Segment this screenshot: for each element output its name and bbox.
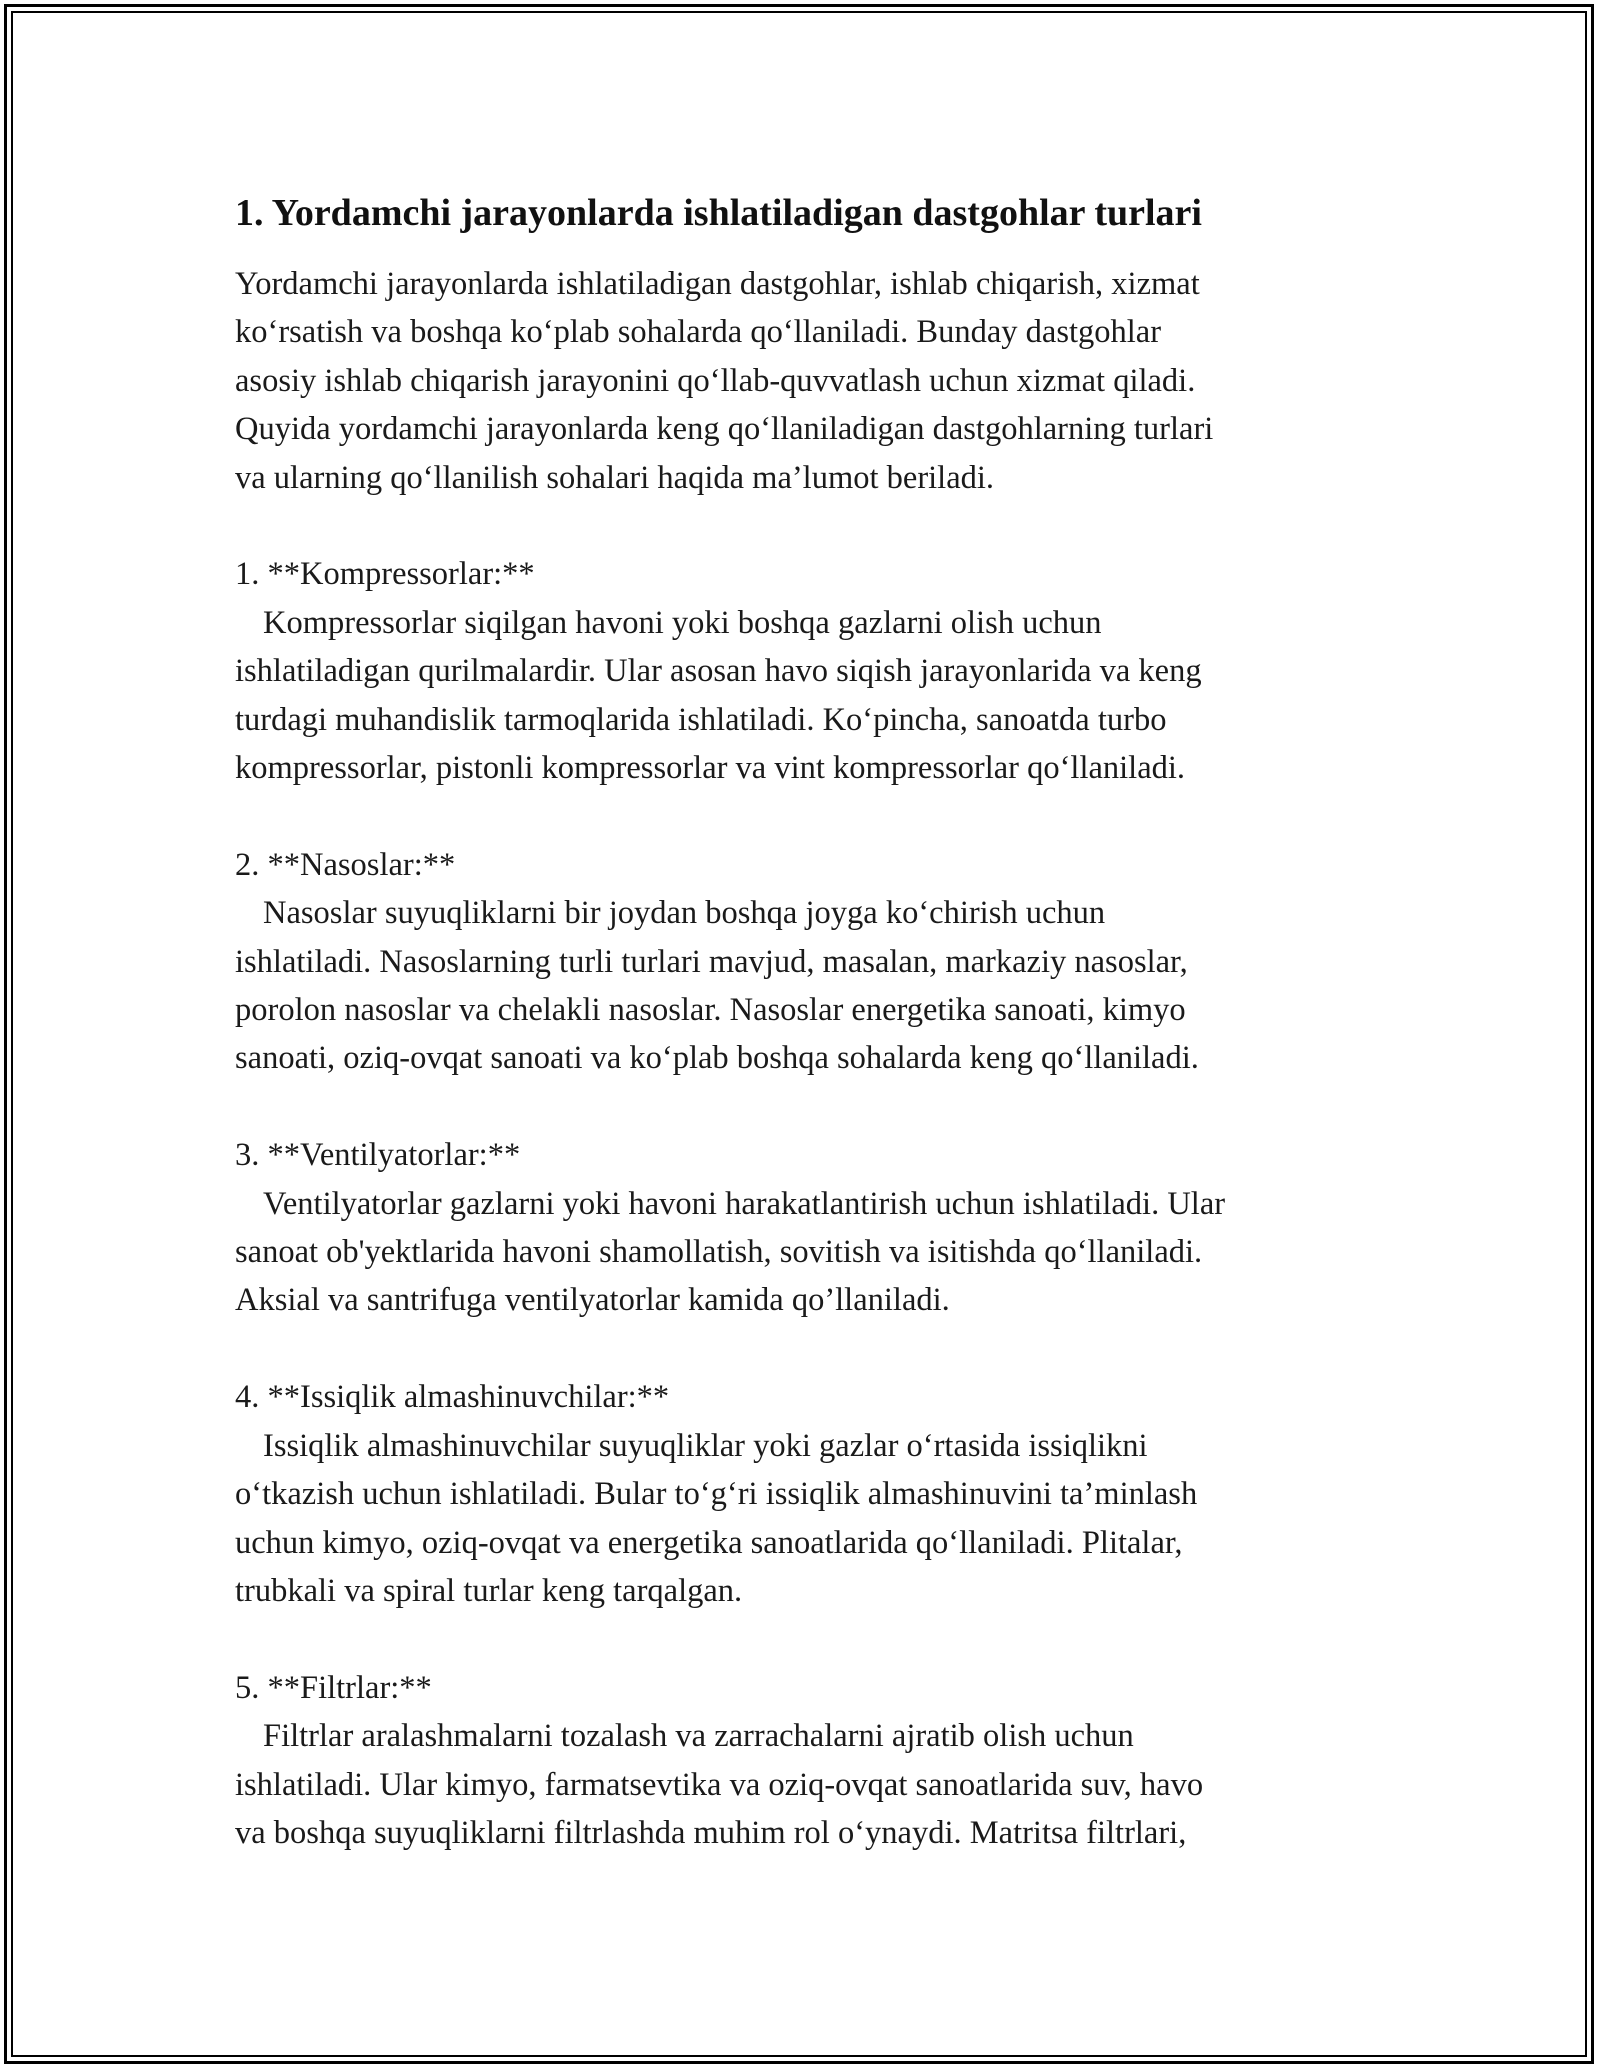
intro-line: ko‘rsatish va boshqa ko‘plab sohalarda qo‘llaniladi. Bunday dastgohlar (235, 314, 1162, 351)
paragraph-gap (235, 1615, 1375, 1663)
list-item-pumps (235, 841, 1375, 1083)
list-item-line: va boshqa suyuqliklarni filtrlashda muhim rol o‘ynaydi. Matritsa filtrlari, (235, 1814, 1187, 1851)
list-item-fans (235, 1131, 1375, 1325)
list-item-title: 2. **Nasoslar:** (235, 846, 456, 883)
intro-line: asosiy ishlab chiqarish jarayonini qo‘llab-quvvatlash uchun xizmat qiladi. (235, 362, 1196, 399)
list-item-title: 5. **Filtrlar:** (235, 1669, 432, 1706)
list-item-line: Kompressorlar siqilgan havoni yoki boshqa gazlarni olish uchun (263, 604, 1102, 641)
list-item-line: ishlatiladigan qurilmalardir. Ular asosan havo siqish jarayonlarida va keng (235, 653, 1202, 690)
list-item-line: trubkali va spiral turlar keng tarqalgan. (235, 1572, 743, 1609)
list-item-line: porolon nasoslar va chelakli nasoslar. Nasoslar energetika sanoati, kimyo (235, 992, 1186, 1029)
paragraph-gap (235, 1325, 1375, 1373)
list-item-line: sanoat ob'yektlarida havoni shamollatish, sovitish va isitishda qo‘llaniladi. (235, 1234, 1203, 1271)
list-item-compressors (235, 550, 1375, 792)
list-item-line: sanoati, oziq-ovqat sanoati va ko‘plab boshqa sohalarda keng qo‘llaniladi. (235, 1040, 1199, 1077)
list-item-line: Issiqlik almashinuvchilar suyuqliklar yoki gazlar o‘rtasida issiqlikni (263, 1427, 1148, 1464)
intro-line: va ularning qo‘llanilish sohalari haqida ma’lumot beriladi. (235, 459, 995, 496)
list-item-line: Aksial va santrifuga ventilyatorlar kamida qo’llaniladi. (235, 1282, 950, 1319)
paragraph-gap (235, 1083, 1375, 1131)
intro-line: Quyida yordamchi jarayonlarda keng qo‘llaniladigan dastgohlarning turlari (235, 411, 1214, 448)
list-item-line: uchun kimyo, oziq-ovqat va energetika sanoatlarida qo‘llaniladi. Plitalar, (235, 1524, 1183, 1561)
list-item-line: Ventilyatorlar gazlarni yoki havoni harakatlantirish uchun ishlatiladi. Ular (263, 1185, 1226, 1222)
list-item-title: 1. **Kompressorlar:** (235, 556, 535, 593)
list-item-filters (235, 1664, 1375, 1858)
list-item-title: 4. **Issiqlik almashinuvchilar:** (235, 1379, 670, 1416)
list-item-line: ishlatiladi. Ular kimyo, farmatsevtika va oziq-ovqat sanoatlarida suv, havo (235, 1766, 1204, 1803)
list-item-heat-exchangers (235, 1373, 1375, 1615)
list-item-line: o‘tkazish uchun ishlatiladi. Bular to‘g‘ri issiqlik almashinuvini ta’minlash (235, 1476, 1198, 1513)
document-body (235, 188, 1375, 1857)
list-item-line: Filtrlar aralashmalarni tozalash va zarrachalarni ajratib olish uchun (263, 1718, 1134, 1755)
list-item-title: 3. **Ventilyatorlar:** (235, 1137, 521, 1174)
paragraph-gap (235, 792, 1375, 840)
page-title: 1. Yordamchi jarayonlarda ishlatiladigan dastgohlar turlari (235, 192, 1202, 234)
list-item-line: ishlatiladi. Nasoslarning turli turlari mavjud, masalan, markaziy nasoslar, (235, 943, 1188, 980)
paragraph-gap (235, 502, 1375, 550)
list-item-line: kompressorlar, pistonli kompressorlar va vint kompressorlar qo‘llaniladi. (235, 750, 1186, 787)
list-item-line: Nasoslar suyuqliklarni bir joydan boshqa joyga ko‘chirish uchun (263, 895, 1106, 932)
intro-line: Yordamchi jarayonlarda ishlatiladigan dastgohlar, ishlab chiqarish, xizmat (235, 266, 1200, 302)
list-item-line: turdagi muhandislik tarmoqlarida ishlatiladi. Ko‘pincha, sanoatda turbo (235, 701, 1167, 738)
intro-paragraph (235, 260, 1375, 502)
